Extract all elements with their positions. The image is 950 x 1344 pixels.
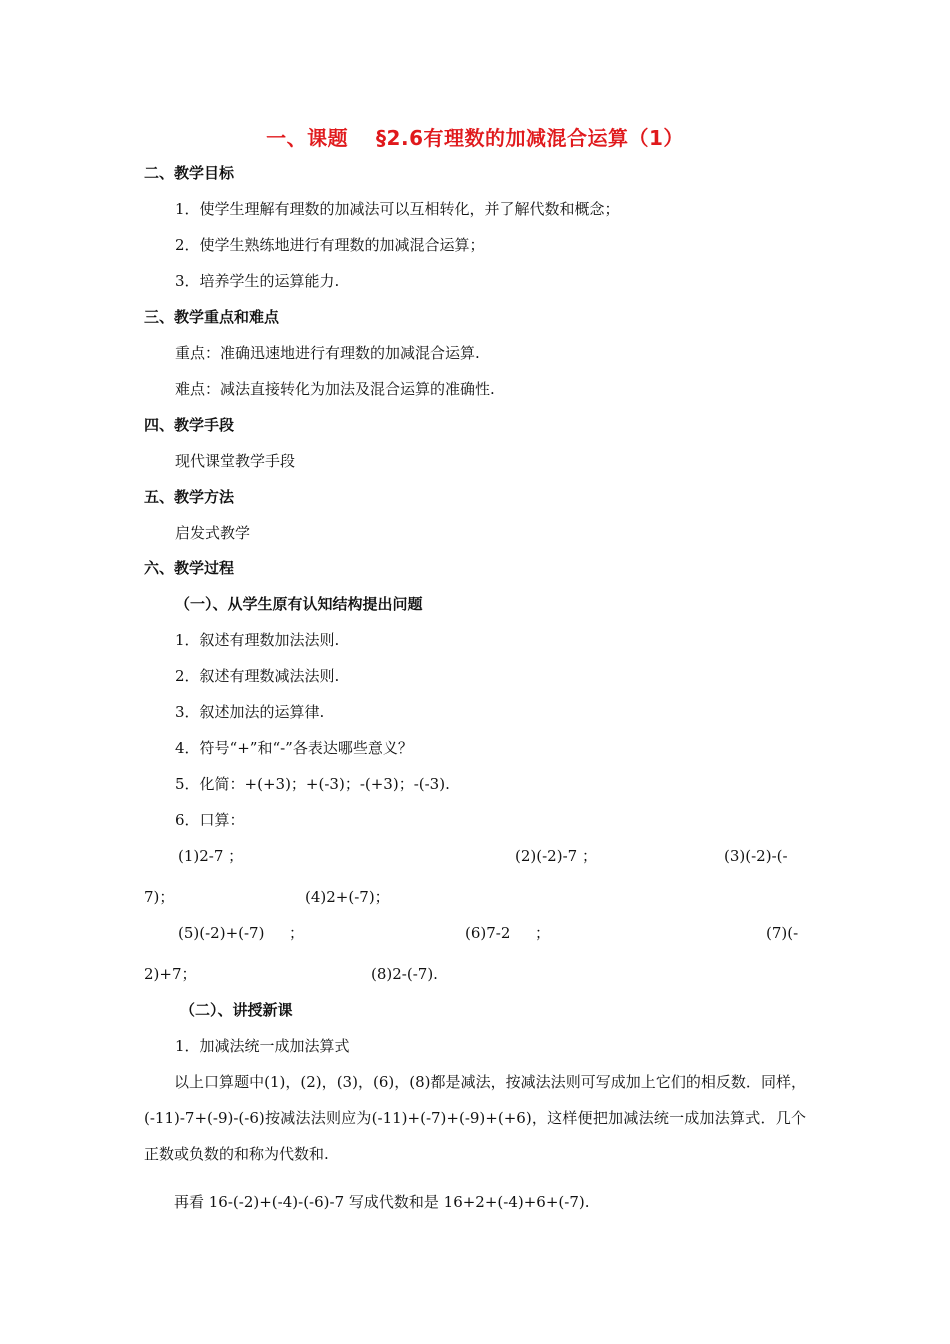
- explanation-paragraph: 以上口算题中(1)，(2)，(3)，(6)，(8)都是减法，按减法法则可写成加上它们的相反数．同样，(-11)-7+(-9)-(-6)按减法法则应为(-11)+(-7)+(-9)+(+6)，这样便把加减法统一成加法算式．几个正数或负数的和称为代数和.: [144, 1073, 806, 1163]
- goal-item-1: 1．使学生理解有理数的加减法可以互相转化，并了解代数和概念；: [175, 200, 620, 218]
- teaching-means-text: 现代课堂教学手段: [175, 452, 296, 470]
- process-item-3: 3．叙述加法的运算律.: [175, 703, 325, 721]
- process-item-5: 5．化简：+(+3)；+(-3)；-(+3)；-(-3).: [175, 775, 450, 793]
- difficulty-text: 难点：减法直接转化为加法及混合运算的准确性.: [175, 380, 495, 398]
- heading-teaching-goals: 二、教学目标: [144, 164, 235, 182]
- heading-key-points: 三、教学重点和难点: [144, 308, 280, 326]
- heading-teaching-means: 四、教学手段: [144, 416, 235, 434]
- subheading-part-2: （二）、讲授新课: [180, 1001, 293, 1019]
- calc-item-4: (4)2+(-7)；: [305, 888, 390, 906]
- calc-item-6: (6)7-2 ；: [465, 924, 550, 942]
- calc-item-3-end: 7)；: [144, 888, 175, 906]
- calc-item-8: (8)2-(-7).: [371, 965, 438, 983]
- process-item-1: 1．叙述有理数加法法则.: [175, 631, 340, 649]
- calc-item-7-start: (7)(-: [766, 924, 799, 942]
- heading-teaching-method: 五、教学方法: [144, 488, 235, 506]
- calc-item-5: (5)(-2)+(-7) ；: [178, 924, 304, 942]
- calc-item-1: (1)2-7 ；: [178, 847, 244, 865]
- goal-item-2: 2．使学生熟练地进行有理数的加减混合运算；: [175, 236, 485, 254]
- goal-item-3: 3．培养学生的运算能力.: [175, 272, 340, 290]
- teaching-method-text: 启发式教学: [175, 524, 251, 542]
- heading-teaching-process: 六、教学过程: [144, 559, 235, 577]
- calc-item-2: (2)(-2)-7 ；: [515, 847, 597, 865]
- key-point-text: 重点：准确迅速地进行有理数的加减混合运算.: [175, 344, 480, 362]
- new-lesson-item-1: 1．加减法统一成加法算式: [175, 1037, 350, 1055]
- calc-item-7-end: 2)+7；: [144, 965, 197, 983]
- process-item-2: 2．叙述有理数减法法则.: [175, 667, 340, 685]
- subheading-part-1: （一）、从学生原有认知结构提出问题: [175, 595, 423, 613]
- lesson-title: 一、课题 §2.6有理数的加减混合运算（1）: [266, 126, 684, 150]
- calc-item-3-start: (3)(-2)-(-: [724, 847, 788, 865]
- process-item-6: 6．口算：: [175, 811, 245, 829]
- example-paragraph: 再看 16-(-2)+(-4)-(-6)-7 写成代数和是 16+2+(-4)+6+(-7).: [174, 1193, 590, 1211]
- process-item-4: 4．符号“+”和“-”各表达哪些意义？: [175, 739, 413, 757]
